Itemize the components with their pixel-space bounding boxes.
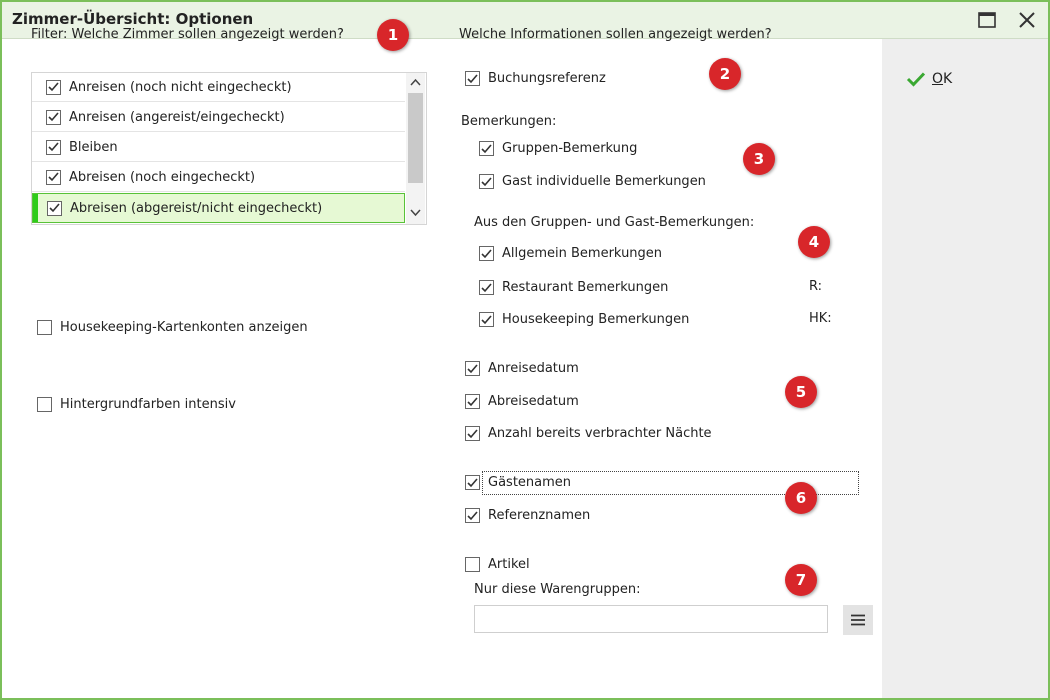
option-label: Anzahl bereits verbrachter Nächte: [488, 426, 712, 441]
checkbox[interactable]: [479, 280, 494, 295]
nights-option[interactable]: [465, 426, 712, 441]
checkbox[interactable]: [465, 508, 480, 523]
callout-badge: 4: [798, 226, 830, 258]
checkbox[interactable]: [465, 394, 480, 409]
callout-badge: 1: [377, 19, 409, 51]
checkmark-icon: [481, 144, 492, 154]
arrival-date-option[interactable]: [465, 361, 579, 376]
checkbox[interactable]: [47, 201, 62, 216]
checkbox[interactable]: [479, 246, 494, 261]
action-pane: [882, 39, 1048, 698]
filter-label: Filter: Welche Zimmer sollen angezeigt werden?: [31, 27, 344, 42]
close-button[interactable]: [1014, 8, 1040, 32]
chevron-down-icon: [410, 209, 421, 217]
option-label: Buchungsreferenz: [488, 71, 606, 86]
booking-reference-option[interactable]: [465, 71, 606, 86]
list-item[interactable]: [32, 133, 405, 162]
list-item[interactable]: [32, 103, 405, 132]
checkmark-icon: [467, 429, 478, 439]
ok-button[interactable]: [906, 71, 952, 87]
list-item-label: Abreisen (noch eingecheckt): [69, 169, 256, 185]
hamburger-menu-icon: [851, 614, 865, 626]
checkmark-icon: [467, 74, 478, 84]
checkmark-icon: [49, 203, 60, 213]
restaurant-suffix: R:: [809, 279, 823, 294]
group-remark-option[interactable]: [479, 141, 637, 156]
departure-date-option[interactable]: [465, 394, 579, 409]
checkmark-icon: [48, 82, 59, 92]
checkmark-icon: [467, 397, 478, 407]
option-label: Abreisedatum: [488, 394, 579, 409]
list-scrollbar[interactable]: [406, 73, 425, 224]
list-item[interactable]: [32, 73, 405, 102]
checkmark-icon: [481, 177, 492, 187]
housekeeping-accounts-option[interactable]: [37, 320, 308, 335]
checkbox[interactable]: [37, 397, 52, 412]
checkmark-icon: [467, 511, 478, 521]
option-label: Housekeeping-Kartenkonten anzeigen: [60, 320, 308, 335]
room-filter-list: [31, 72, 427, 225]
option-label: Referenznamen: [488, 508, 591, 523]
option-label: Gruppen-Bemerkung: [502, 141, 638, 156]
checkbox[interactable]: [46, 140, 61, 155]
checkmark-icon: [906, 71, 926, 87]
checkbox[interactable]: [37, 320, 52, 335]
reference-names-option[interactable]: [465, 508, 590, 523]
callout-badge: 3: [743, 143, 775, 175]
info-label: Welche Informationen sollen angezeigt werden?: [459, 27, 772, 42]
guest-names-option[interactable]: [465, 475, 571, 490]
maximize-icon: [978, 12, 996, 28]
option-label: Restaurant Bemerkungen: [502, 280, 669, 295]
list-item-label: Bleiben: [69, 139, 118, 155]
general-remarks-option[interactable]: [479, 246, 662, 261]
window-title: Zimmer-Übersicht: Optionen: [12, 10, 254, 28]
option-label: Housekeeping Bemerkungen: [502, 312, 690, 327]
guest-remark-option[interactable]: [479, 174, 706, 189]
checkbox[interactable]: [465, 361, 480, 376]
checkbox[interactable]: [479, 174, 494, 189]
callout-badge: 7: [785, 564, 817, 596]
checkbox[interactable]: [46, 80, 61, 95]
option-label: Gast individuelle Bemerkungen: [502, 174, 706, 189]
option-label: Gästenamen: [488, 475, 572, 490]
checkmark-icon: [48, 172, 59, 182]
background-intensive-option[interactable]: [37, 397, 236, 412]
product-groups-label: Nur diese Warengruppen:: [474, 582, 641, 597]
checkmark-icon: [467, 364, 478, 374]
product-groups-menu-button[interactable]: [843, 605, 873, 635]
list-item-label: Anreisen (noch nicht eingecheckt): [69, 79, 292, 95]
checkmark-icon: [48, 112, 59, 122]
checkbox[interactable]: [465, 71, 480, 86]
close-icon: [1018, 11, 1036, 29]
maximize-button[interactable]: [974, 8, 1000, 32]
housekeeping-suffix: HK:: [809, 311, 832, 326]
articles-option[interactable]: [465, 557, 530, 572]
list-item-label: Abreisen (abgereist/nicht eingecheckt): [70, 200, 323, 216]
ok-label: OK: [932, 71, 953, 87]
restaurant-remarks-option[interactable]: [479, 280, 668, 295]
callout-badge: 5: [785, 376, 817, 408]
option-label: Anreisedatum: [488, 361, 579, 376]
checkmark-icon: [48, 142, 59, 152]
product-groups-input[interactable]: [474, 605, 828, 633]
checkbox[interactable]: [479, 141, 494, 156]
checkmark-icon: [481, 249, 492, 259]
checkmark-icon: [481, 315, 492, 325]
housekeeping-remarks-option[interactable]: [479, 312, 689, 327]
checkbox[interactable]: [465, 557, 480, 572]
checkbox[interactable]: [46, 110, 61, 125]
chevron-up-icon: [410, 78, 421, 86]
checkbox[interactable]: [479, 312, 494, 327]
list-item[interactable]: [32, 163, 405, 192]
scrollbar-thumb[interactable]: [408, 93, 423, 183]
checkbox[interactable]: [46, 170, 61, 185]
option-label: Allgemein Bemerkungen: [502, 246, 663, 261]
checkbox[interactable]: [465, 475, 480, 490]
checkmark-icon: [481, 283, 492, 293]
checkbox[interactable]: [465, 426, 480, 441]
option-label: Hintergrundfarben intensiv: [60, 397, 236, 412]
selection-marker: [33, 194, 38, 222]
checkmark-icon: [467, 478, 478, 488]
from-remarks-label: Aus den Gruppen- und Gast-Bemerkungen:: [474, 215, 755, 230]
remarks-label: Bemerkungen:: [461, 114, 557, 129]
option-label: Artikel: [488, 557, 530, 572]
callout-badge: 6: [785, 482, 817, 514]
list-item-label: Anreisen (angereist/eingecheckt): [69, 109, 285, 125]
list-item-selected[interactable]: [32, 193, 405, 223]
callout-badge: 2: [709, 58, 741, 90]
